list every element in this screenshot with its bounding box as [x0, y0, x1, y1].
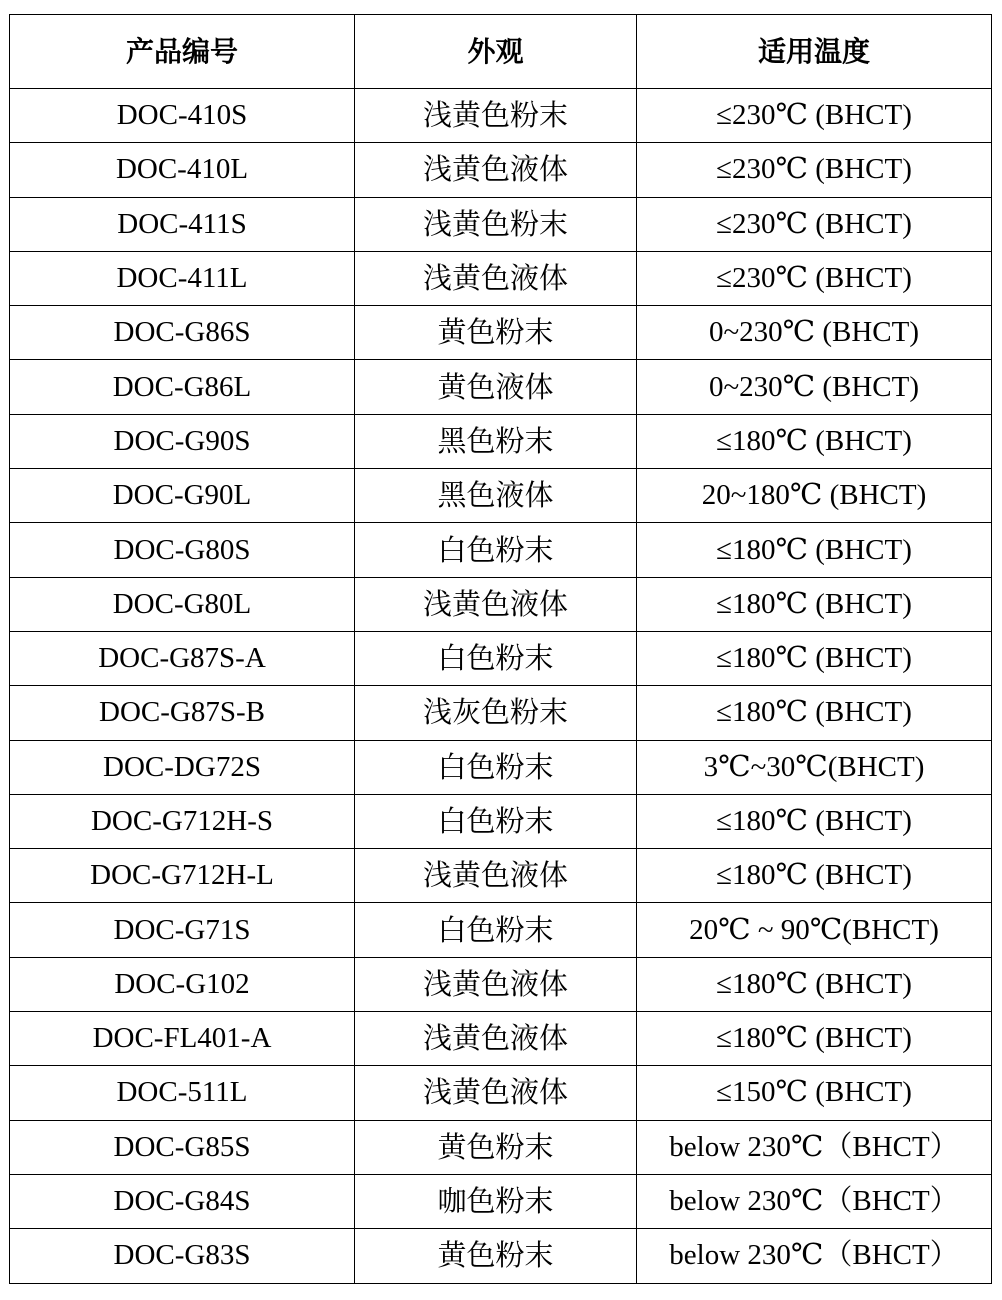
table-row [10, 686, 992, 740]
temperature-cell: ≤180℃ (BHCT) [637, 686, 992, 740]
header-product-code: 产品编号 [10, 15, 355, 89]
product-code-cell: DOC-G86S [10, 306, 355, 360]
table-header [10, 15, 992, 89]
appearance-cell: 黄色粉末 [355, 306, 637, 360]
product-code-cell: DOC-G712H-L [10, 849, 355, 903]
table-row [10, 143, 992, 197]
temperature-cell: 0~230℃ (BHCT) [637, 360, 992, 414]
product-code-cell: DOC-G90S [10, 414, 355, 468]
table-row [10, 1174, 992, 1228]
appearance-cell: 浅灰色粉末 [355, 686, 637, 740]
product-code-cell: DOC-511L [10, 1066, 355, 1120]
table-row [10, 957, 992, 1011]
temperature-cell: ≤180℃ (BHCT) [637, 1012, 992, 1066]
product-code-cell: DOC-G87S-A [10, 631, 355, 685]
appearance-cell: 浅黄色粉末 [355, 89, 637, 143]
product-code-cell: DOC-411L [10, 251, 355, 305]
table-body [10, 89, 992, 1284]
header-applicable-temperature: 适用温度 [637, 15, 992, 89]
table-row [10, 740, 992, 794]
table-row [10, 414, 992, 468]
appearance-cell: 白色粉末 [355, 631, 637, 685]
temperature-cell: ≤230℃ (BHCT) [637, 143, 992, 197]
appearance-cell: 浅黄色液体 [355, 1066, 637, 1120]
product-code-cell: DOC-G84S [10, 1174, 355, 1228]
table-row [10, 89, 992, 143]
temperature-cell: ≤180℃ (BHCT) [637, 414, 992, 468]
appearance-cell: 白色粉末 [355, 523, 637, 577]
temperature-cell: ≤180℃ (BHCT) [637, 523, 992, 577]
temperature-cell: ≤180℃ (BHCT) [637, 957, 992, 1011]
product-code-cell: DOC-G90L [10, 469, 355, 523]
appearance-cell: 黄色液体 [355, 360, 637, 414]
table-row [10, 1012, 992, 1066]
appearance-cell: 白色粉末 [355, 740, 637, 794]
temperature-cell: below 230℃（BHCT） [637, 1174, 992, 1228]
product-spec-table [9, 14, 992, 1284]
table-row [10, 903, 992, 957]
product-code-cell: DOC-FL401-A [10, 1012, 355, 1066]
table-row [10, 631, 992, 685]
temperature-cell: ≤150℃ (BHCT) [637, 1066, 992, 1120]
product-code-cell: DOC-G712H-S [10, 794, 355, 848]
product-code-cell: DOC-G86L [10, 360, 355, 414]
appearance-cell: 浅黄色液体 [355, 957, 637, 1011]
temperature-cell: ≤230℃ (BHCT) [637, 197, 992, 251]
table-row [10, 794, 992, 848]
temperature-cell: ≤180℃ (BHCT) [637, 794, 992, 848]
temperature-cell: below 230℃（BHCT） [637, 1229, 992, 1283]
temperature-cell: 20~180℃ (BHCT) [637, 469, 992, 523]
temperature-cell: ≤180℃ (BHCT) [637, 631, 992, 685]
appearance-cell: 浅黄色粉末 [355, 197, 637, 251]
product-code-cell: DOC-G71S [10, 903, 355, 957]
temperature-cell: 0~230℃ (BHCT) [637, 306, 992, 360]
table-row [10, 251, 992, 305]
table-row [10, 1229, 992, 1283]
appearance-cell: 白色粉末 [355, 903, 637, 957]
table-row [10, 469, 992, 523]
table-row [10, 360, 992, 414]
appearance-cell: 浅黄色液体 [355, 849, 637, 903]
table-row [10, 849, 992, 903]
header-row [10, 15, 992, 89]
temperature-cell: ≤180℃ (BHCT) [637, 577, 992, 631]
temperature-cell: ≤230℃ (BHCT) [637, 89, 992, 143]
appearance-cell: 黑色粉末 [355, 414, 637, 468]
appearance-cell: 浅黄色液体 [355, 251, 637, 305]
header-appearance: 外观 [355, 15, 637, 89]
temperature-cell: ≤180℃ (BHCT) [637, 849, 992, 903]
temperature-cell: 20℃ ~ 90℃(BHCT) [637, 903, 992, 957]
appearance-cell: 咖色粉末 [355, 1174, 637, 1228]
product-code-cell: DOC-G85S [10, 1120, 355, 1174]
product-code-cell: DOC-G102 [10, 957, 355, 1011]
product-code-cell: DOC-G87S-B [10, 686, 355, 740]
appearance-cell: 白色粉末 [355, 794, 637, 848]
product-code-cell: DOC-410L [10, 143, 355, 197]
product-code-cell: DOC-G80S [10, 523, 355, 577]
table-row [10, 1120, 992, 1174]
product-code-cell: DOC-DG72S [10, 740, 355, 794]
table-row [10, 306, 992, 360]
table-row [10, 523, 992, 577]
appearance-cell: 浅黄色液体 [355, 577, 637, 631]
table-row [10, 1066, 992, 1120]
appearance-cell: 黑色液体 [355, 469, 637, 523]
product-code-cell: DOC-411S [10, 197, 355, 251]
temperature-cell: below 230℃（BHCT） [637, 1120, 992, 1174]
product-code-cell: DOC-410S [10, 89, 355, 143]
temperature-cell: ≤230℃ (BHCT) [637, 251, 992, 305]
appearance-cell: 黄色粉末 [355, 1120, 637, 1174]
appearance-cell: 浅黄色液体 [355, 1012, 637, 1066]
table-row [10, 197, 992, 251]
product-code-cell: DOC-G83S [10, 1229, 355, 1283]
table-row [10, 577, 992, 631]
temperature-cell: 3℃~30℃(BHCT) [637, 740, 992, 794]
appearance-cell: 黄色粉末 [355, 1229, 637, 1283]
appearance-cell: 浅黄色液体 [355, 143, 637, 197]
product-code-cell: DOC-G80L [10, 577, 355, 631]
